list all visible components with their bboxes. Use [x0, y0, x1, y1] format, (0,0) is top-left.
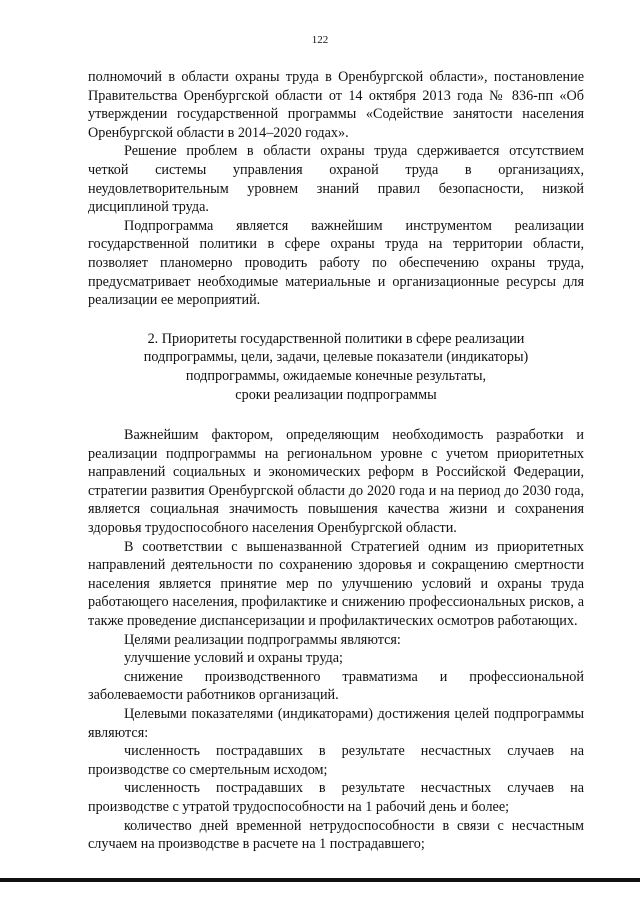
paragraph: Подпрограмма является важнейшим инструментом реализации государственной политики в сфере охраны труда на территории области, позволяет планомерно проводить работу по обеспечению охраны труда, предусматривает необходимые материальные и организационные ресурсы для реализации ее мероприятий. [88, 217, 584, 309]
paragraph: улучшение условий и охраны труда; [124, 650, 343, 667]
document-body [88, 68, 584, 854]
paragraph: Целями реализации подпрограммы являются: [124, 631, 401, 648]
page-number: 122 [311, 34, 329, 46]
paragraph: Целевыми показателями (индикаторами) достижения целей подпрограммы являются: [88, 706, 584, 741]
paragraph: Важнейшим фактором, определяющим необходимость разработки и реализации подпрограммы на региональном уровне с учетом приоритетных направлений социальных и экономических реформ в Российской Федерации, стратегии развития Оренбургской области до 2020 года и на период до 2030 года, является социальная значимость повышения качества жизни и сохранения здоровья трудоспособного населения Оренбургской области. [88, 427, 584, 537]
heading-line: подпрограммы, цели, задачи, целевые показатели (индикаторы) [143, 349, 529, 366]
heading-line: сроки реализации подпрограммы [235, 386, 437, 403]
paragraph: снижение производственного травматизма и профессиональной заболеваемости работников организаций. [88, 668, 584, 704]
heading-line: 2. Приоритеты государственной политики в сфере реализации [147, 330, 525, 347]
section-heading [88, 330, 584, 404]
paragraph: Решение проблем в области охраны труда сдерживается отсутствием четкой системы управления охраной труда в организациях, неудовлетворительным уровнем знаний правил безопасности, низкой дисциплиной труда. [88, 143, 584, 216]
paragraph: численность пострадавших в результате несчастных случаев на производстве со смертельным исходом; [88, 743, 584, 778]
paragraph: полномочий в области охраны труда в Оренбургской области», постановление Правительства Оренбургской области от 14 октября 2013 года № 836-пп «Об утверждении государственной программы «Содействие занятости населения Оренбургской области в 2014–2020 годах». [88, 69, 584, 141]
paragraph: количество дней временной нетрудоспособности в связи с несчастным случаем на производстве в расчете на 1 пострадавшего; [88, 817, 584, 853]
paragraph: численность пострадавших в результате несчастных случаев на производстве с утратой трудоспособности на 1 рабочий день и более; [88, 780, 584, 815]
heading-line: подпрограммы, ожидаемые конечные результаты, [185, 367, 487, 384]
bottom-rule [0, 878, 640, 882]
paragraph: В соответствии с вышеназванной Стратегией одним из приоритетных направлений деятельности по сохранению здоровья и сокращению смертности населения является принятие мер по улучшению условий и охраны труда работающего населения, профилактике и снижению профессиональных рисков, а также проведение диспансеризации и профилактических осмотров работающих. [88, 538, 584, 630]
